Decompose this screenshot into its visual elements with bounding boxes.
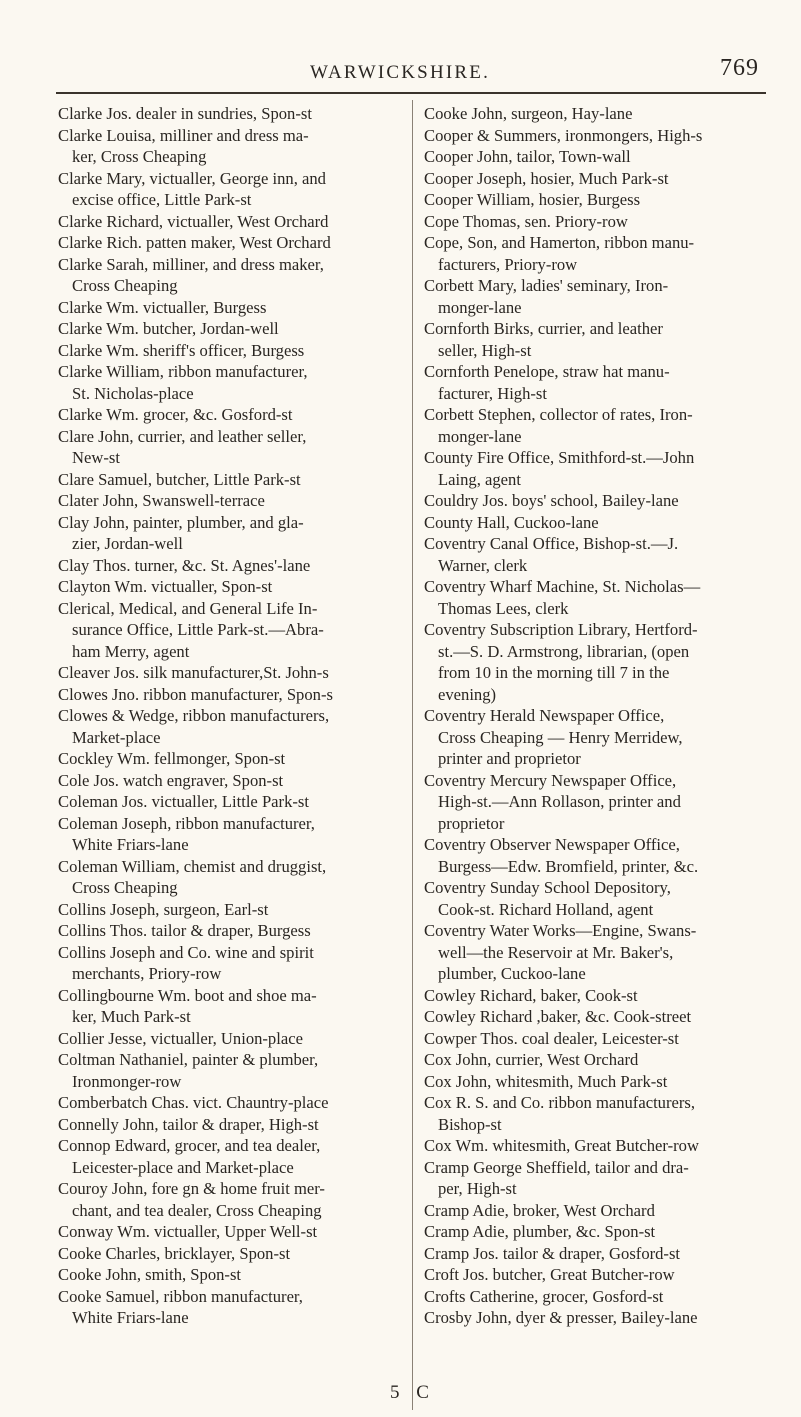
signature-mark: 5 C — [390, 1382, 435, 1403]
directory-entry: Cramp Adie, broker, West Orchard — [424, 1200, 655, 1220]
directory-entry: Coventry Herald Newspaper Office, Cross Cheaping — Henry Merridew, printer and proprietor — [424, 706, 683, 768]
directory-entry: Couroy John, fore gn & home fruit mer- chant, and tea dealer, Cross Cheaping — [58, 1179, 325, 1220]
directory-entry: Cox John, whitesmith, Much Park-st — [424, 1071, 668, 1091]
directory-entry: Clarke Mary, victualler, George inn, and excise office, Little Park-st — [58, 168, 326, 209]
directory-entry: Connop Edward, grocer, and tea dealer, Leicester-place and Market-place — [58, 1136, 321, 1177]
directory-entry: County Fire Office, Smithford-st.—John Laing, agent — [424, 448, 695, 489]
directory-entry: Connelly John, tailor & draper, High-st — [58, 1114, 319, 1134]
directory-entry: Clerical, Medical, and General Life In- surance Office, Little Park-st.—Abra- ham Merry, agent — [58, 598, 324, 661]
directory-entry: Corbett Mary, ladies' seminary, Iron- monger-lane — [424, 276, 669, 317]
directory-entry: Coleman Joseph, ribbon manufacturer, White Friars-lane — [58, 813, 315, 854]
directory-entry: Coleman Jos. victualler, Little Park-st — [58, 792, 309, 811]
directory-entry: Clayton Wm. victualler, Spon-st — [58, 577, 273, 596]
directory-entry: Cornforth Penelope, straw hat manu- facturer, High-st — [424, 362, 670, 403]
directory-entry: Cooke John, smith, Spon-st — [58, 1265, 242, 1284]
directory-entry: Clarke William, ribbon manufacturer, St. Nicholas-place — [58, 362, 308, 403]
directory-entry: Cooper & Summers, ironmongers, High-s — [424, 125, 703, 145]
directory-entry: Clarke Wm. butcher, Jordan-well — [58, 319, 279, 338]
directory-entry: Clarke Richard, victualler, West Orchard — [58, 211, 329, 231]
left-column — [58, 103, 408, 1329]
directory-entry: Cope Thomas, sen. Priory-row — [424, 211, 628, 231]
directory-entry: Cowper Thos. coal dealer, Leicester-st — [424, 1028, 679, 1048]
directory-entry: Coventry Wharf Machine, St. Nicholas— Thomas Lees, clerk — [424, 577, 701, 618]
directory-entry: Clarke Wm. grocer, &c. Gosford-st — [58, 405, 293, 424]
directory-entry: Clarke Wm. victualler, Burgess — [58, 297, 267, 317]
directory-entry: Coventry Mercury Newspaper Office, High-st.—Ann Rollason, printer and proprietor — [424, 770, 681, 833]
directory-entry: Cooke Samuel, ribbon manufacturer, White Friars-lane — [58, 1286, 303, 1327]
directory-entry: Collier Jesse, victualler, Union-place — [58, 1028, 303, 1048]
directory-entry: Clare John, currier, and leather seller, New-st — [58, 426, 307, 467]
directory-entry: Cornforth Birks, currier, and leather seller, High-st — [424, 319, 663, 360]
directory-entry: Corbett Stephen, collector of rates, Iron- monger-lane — [424, 405, 693, 446]
directory-entry: Cockley Wm. fellmonger, Spon-st — [58, 749, 286, 768]
directory-entry: Cole Jos. watch engraver, Spon-st — [58, 770, 284, 790]
directory-entry: Cowley Richard ,baker, &c. Cook-street — [424, 1007, 692, 1026]
directory-entry: Couldry Jos. boys' school, Bailey-lane — [424, 491, 679, 510]
directory-entry: Cleaver Jos. silk manufacturer,St. John-s — [58, 663, 329, 682]
directory-entry: Clowes & Wedge, ribbon manufacturers, Market-place — [58, 706, 330, 747]
directory-entry: Clarke Louisa, milliner and dress ma- ker, Cross Cheaping — [58, 125, 309, 166]
header-rule — [56, 92, 766, 94]
directory-entry: Crofts Catherine, grocer, Gosford-st — [424, 1286, 664, 1306]
running-head: WARWICKSHIRE. — [309, 62, 491, 83]
directory-entry: Cox Wm. whitesmith, Great Butcher-row — [424, 1136, 699, 1155]
directory-entry: Cooke Charles, bricklayer, Spon-st — [58, 1243, 291, 1263]
column-divider — [412, 100, 413, 1410]
directory-entry: Coventry Canal Office, Bishop-st.—J. Warner, clerk — [424, 534, 679, 575]
directory-entry: Coventry Subscription Library, Hertford- st.—S. D. Armstrong, librarian, (open from 10 in the morning till 7 in the evening) — [424, 620, 698, 704]
directory-entry: Cox R. S. and Co. ribbon manufacturers, Bishop-st — [424, 1093, 695, 1134]
directory-entry: Cramp Jos. tailor & draper, Gosford-st — [424, 1243, 681, 1263]
directory-entry: Coleman William, chemist and druggist, Cross Cheaping — [58, 856, 327, 897]
directory-entry: Coventry Observer Newspaper Office, Burgess—Edw. Bromfield, printer, &c. — [424, 835, 699, 876]
directory-entry: Clay Thos. turner, &c. St. Agnes'-lane — [58, 555, 311, 575]
page-number: 769 — [720, 55, 759, 81]
directory-entry: Cramp Adie, plumber, &c. Spon-st — [424, 1222, 656, 1241]
page-header — [0, 0, 801, 100]
directory-entry: Comberbatch Chas. vict. Chauntry-place — [58, 1093, 329, 1112]
directory-entry: Collingbourne Wm. boot and shoe ma- ker, Much Park-st — [58, 985, 317, 1026]
directory-entry: Clarke Wm. sheriff's officer, Burgess — [58, 340, 305, 360]
directory-entry: Coventry Water Works—Engine, Swans- well—the Reservoir at Mr. Baker's, plumber, Cuckoo-lane — [424, 921, 697, 983]
directory-entry: Cooper William, hosier, Burgess — [424, 190, 641, 209]
directory-entry: Coltman Nathaniel, painter & plumber, Ironmonger-row — [58, 1050, 319, 1091]
directory-entry: Clarke Sarah, milliner, and dress maker, Cross Cheaping — [58, 254, 324, 295]
directory-entry: Cope, Son, and Hamerton, ribbon manu- facturers, Priory-row — [424, 233, 695, 274]
directory-entry: Collins Joseph and Co. wine and spirit merchants, Priory-row — [58, 942, 314, 983]
directory-entry: Cooper Joseph, hosier, Much Park-st — [424, 168, 669, 188]
directory-entry: Clare Samuel, butcher, Little Park-st — [58, 469, 301, 489]
directory-entry: Collins Thos. tailor & draper, Burgess — [58, 921, 311, 940]
directory-entry: Cox John, currier, West Orchard — [424, 1050, 639, 1069]
directory-entry: Clarke Jos. dealer in sundries, Spon-st — [58, 104, 312, 123]
directory-entry: Croft Jos. butcher, Great Butcher-row — [424, 1265, 675, 1284]
directory-entry: Clay John, painter, plumber, and gla- zier, Jordan-well — [58, 512, 304, 553]
directory-entry: Collins Joseph, surgeon, Earl-st — [58, 899, 269, 919]
directory-entry: Clowes Jno. ribbon manufacturer, Spon-s — [58, 684, 333, 704]
directory-entry: Clarke Rich. patten maker, West Orchard — [58, 233, 331, 252]
directory-entry: Conway Wm. victualler, Upper Well-st — [58, 1222, 318, 1241]
directory-entry: County Hall, Cuckoo-lane — [424, 512, 599, 532]
directory-entry: Cowley Richard, baker, Cook-st — [424, 985, 638, 1005]
directory-entry: Coventry Sunday School Depository, Cook-st. Richard Holland, agent — [424, 878, 671, 919]
directory-entry: Cooper John, tailor, Town-wall — [424, 147, 631, 166]
directory-entry: Clater John, Swanswell-terrace — [58, 491, 265, 510]
directory-entry: Cooke John, surgeon, Hay-lane — [424, 104, 633, 123]
directory-entry: Cramp George Sheffield, tailor and dra- per, High-st — [424, 1157, 689, 1198]
directory-entry: Crosby John, dyer & presser, Bailey-lane — [424, 1308, 698, 1327]
right-column — [424, 103, 774, 1329]
